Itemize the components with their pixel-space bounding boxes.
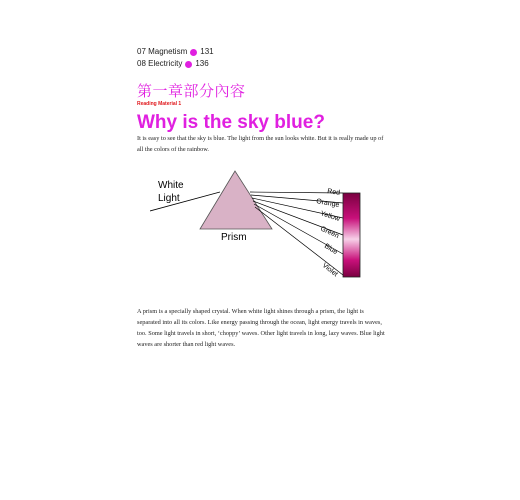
toc-label: 08 Electricity [137, 59, 183, 68]
reading-label: Reading Material 1 [137, 101, 182, 107]
prism-label: Prism [221, 232, 247, 243]
table-of-contents [137, 46, 214, 70]
body-paragraph: A prism is a specially shaped crystal. When white light shines through a prism, the light is separated into all its colors. Like energy passing through the ocean, light energy travels in waves, too. Some light travels in short, ‘choppy’ waves. Other light travels in long, lazy waves. Blue light waves are shorter than red light waves. [137, 308, 385, 348]
white-light-label: White Light [158, 180, 184, 204]
toc-page: 136 [195, 59, 209, 68]
bullet-dot-icon [190, 49, 197, 56]
color-label-yellow: Yellow [319, 210, 341, 224]
intro-paragraph: It is easy to see that the sky is blue. The light from the sun looks white. But it is really made up of all the colors of the rainbow. [137, 135, 384, 153]
color-label-green: Green [319, 225, 340, 241]
toc-page: 131 [200, 47, 214, 56]
color-label-violet: Violet [320, 262, 339, 279]
bullet-dot-icon [185, 61, 192, 68]
toc-item [137, 46, 214, 58]
color-label-blue: Blue [322, 242, 339, 257]
chapter-title: 第一章部分內容 [137, 82, 246, 100]
toc-label: 07 Magnetism [137, 47, 188, 56]
page-title: Why is the sky blue? [137, 112, 325, 133]
color-label-red: Red [326, 188, 341, 197]
spectrum-bar [343, 193, 360, 277]
prism-diagram [150, 163, 375, 288]
color-label-orange: Orange [315, 198, 340, 210]
toc-item [137, 58, 214, 70]
